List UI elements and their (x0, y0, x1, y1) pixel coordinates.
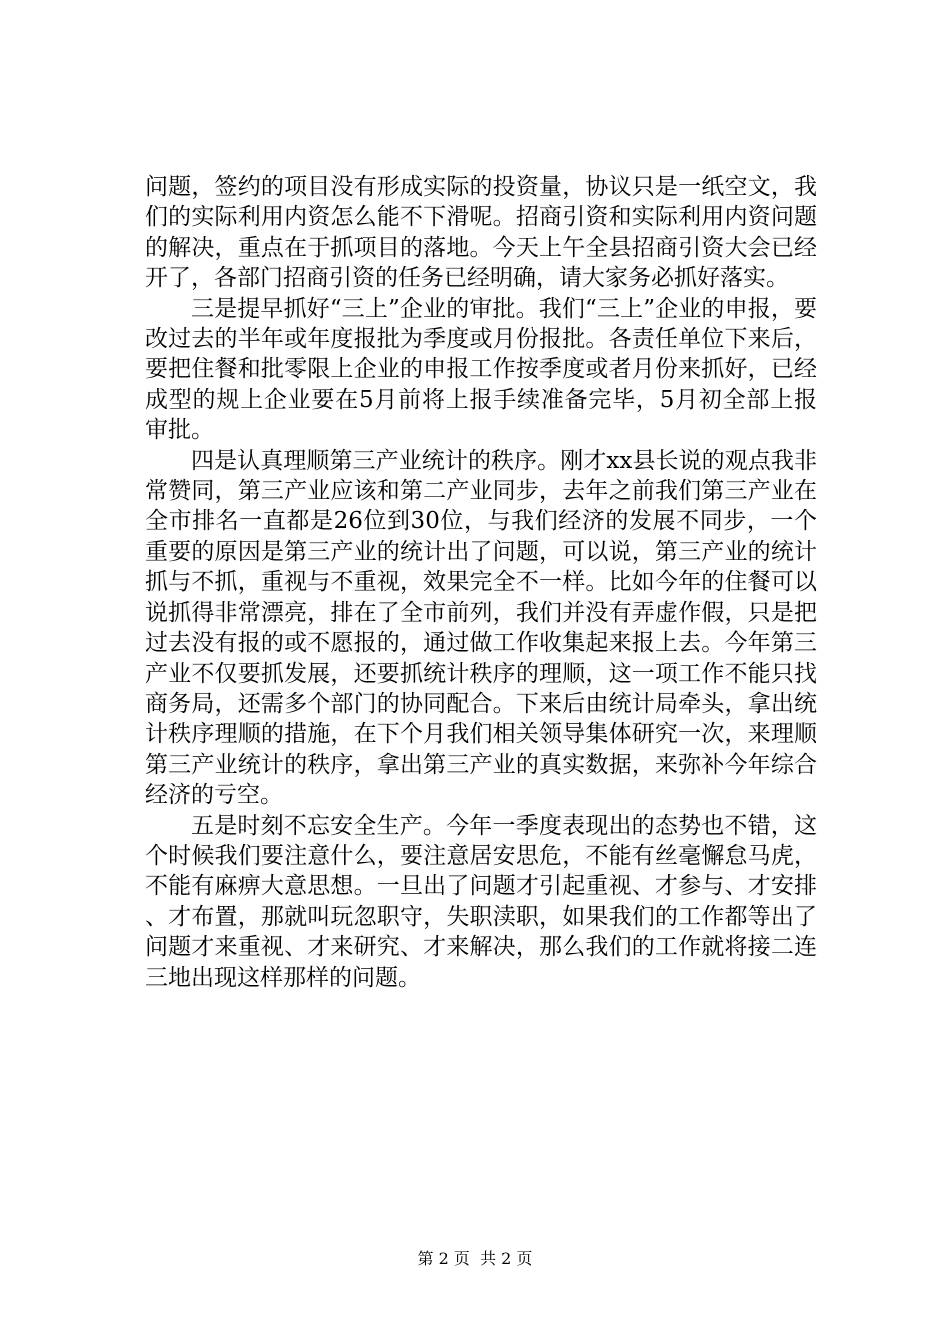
paragraph-2: 三是提早抓好“三上”企业的审批。我们“三上”企业的申报，要改过去的半年或年度报批为季度或月份报批。各责任单位下来后，要把住餐和批零限上企业的申报工作按季度或者月份来抓好，已经成型的规上企业要在5月前将上报手续准备完毕，5月初全部上报审批。 (145, 295, 817, 444)
document-body (145, 172, 817, 993)
paragraph-3: 四是认真理顺第三产业统计的秩序。刚才xx县长说的观点我非常赞同，第三产业应该和第二产业同步，去年之前我们第三产业在全市排名一直都是26位到30位，与我们经济的发展不同步，一个重要的原因是第三产业的统计出了问题，可以说，第三产业的统计抓与不抓，重视与不重视，效果完全不一样。比如今年的住餐可以说抓得非常漂亮，排在了全市前列，我们并没有弄虚作假，只是把过去没有报的或不愿报的，通过做工作收集起来报上去。今年第三产业不仅要抓发展，还要抓统计秩序的理顺，这一项工作不能只找商务局，还需多个部门的协同配合。下来后由统计局牵头，拿出统计秩序理顺的措施，在下个月我们相关领导集体研究一次，来理顺第三产业统计的秩序，拿出第三产业的真实数据，来弥补今年综合经济的亏空。 (145, 447, 817, 809)
page-footer: 第 2 页 共 2 页 (417, 1249, 533, 1268)
paragraph-4: 五是时刻不忘安全生产。今年一季度表现出的态势也不错，这个时候我们要注意什么，要注意居安思危，不能有丝毫懈怠马虎，不能有麻痹大意思想。一旦出了问题才引起重视、才参与、才安排、才布置，那就叫玩忽职守，失职渎职，如果我们的工作都等出了问题才来重视、才来研究、才来解决，那么我们的工作就将接二连三地出现这样那样的问题。 (145, 812, 817, 991)
paragraph-1: 问题，签约的项目没有形成实际的投资量，协议只是一纸空文，我们的实际利用内资怎么能不下滑呢。招商引资和实际利用内资问题的解决，重点在于抓项目的落地。今天上午全县招商引资大会已经开了，各部门招商引资的任务已经明确，请大家务必抓好落实。 (145, 174, 817, 292)
